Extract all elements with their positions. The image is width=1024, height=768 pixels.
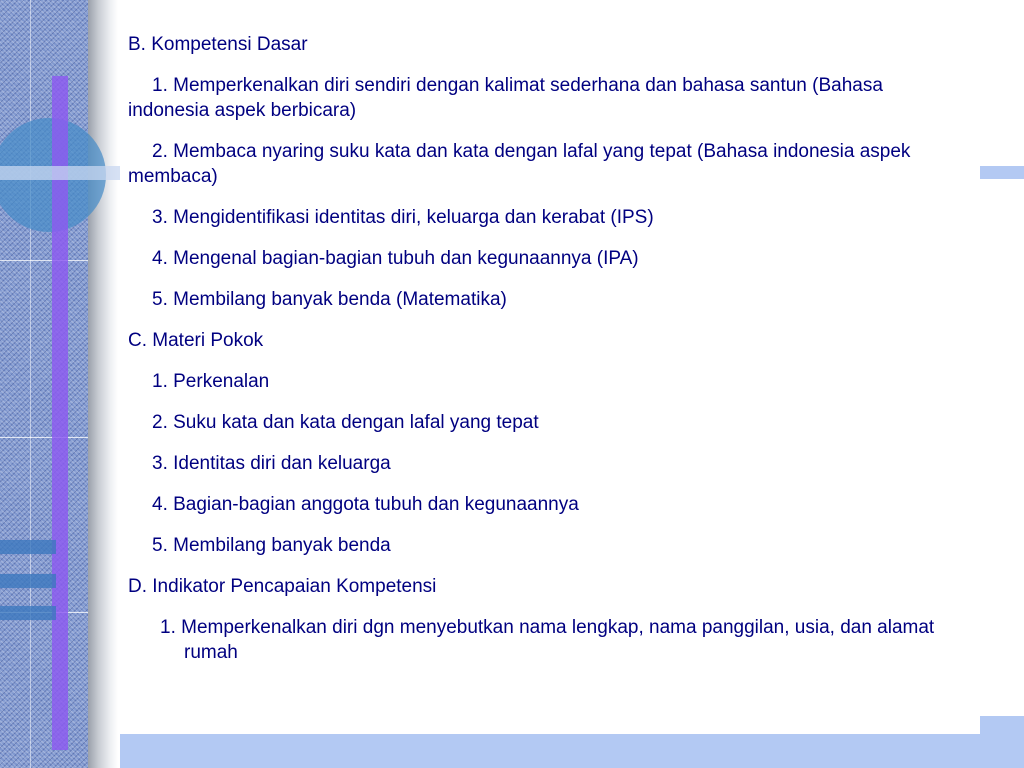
section-c-item: 5. Membilang banyak benda bbox=[152, 535, 391, 556]
slide-content bbox=[128, 32, 968, 681]
section-d-item: 1. Memperkenalkan diri dgn menyebutkan nama lengkap, nama panggilan, usia, dan alamat rumah bbox=[160, 617, 935, 663]
section-c-item: 2. Suku kata dan kata dengan lafal yang tepat bbox=[152, 412, 539, 433]
decorative-small-bar bbox=[0, 540, 56, 554]
decorative-small-bar bbox=[0, 574, 56, 588]
section-c-item: 1. Perkenalan bbox=[152, 371, 270, 392]
section-b-item: 1. Memperkenalkan diri sendiri dengan kalimat sederhana dan bahasa santun (Bahasa indonesia aspek berbicara) bbox=[128, 75, 883, 121]
section-d-heading: D. Indikator Pencapaian Kompetensi bbox=[128, 576, 437, 597]
strip-shadow bbox=[88, 0, 118, 768]
strip-vertical-line bbox=[30, 0, 31, 768]
section-b-item: 5. Membilang banyak benda (Matematika) bbox=[152, 289, 507, 310]
strip-horizontal-line bbox=[0, 260, 88, 261]
section-c-heading: C. Materi Pokok bbox=[128, 330, 264, 351]
denim-texture-strip bbox=[0, 0, 88, 768]
section-b-heading: B. Kompetensi Dasar bbox=[128, 34, 308, 55]
section-b-item: 2. Membaca nyaring suku kata dan kata dengan lafal yang tepat (Bahasa indonesia aspek membaca) bbox=[128, 141, 911, 187]
section-b-item: 3. Mengidentifikasi identitas diri, keluarga dan kerabat (IPS) bbox=[152, 207, 654, 228]
decorative-small-bar bbox=[0, 606, 56, 620]
section-b-item: 4. Mengenal bagian-bagian tubuh dan kegunaannya (IPA) bbox=[152, 248, 639, 269]
section-c-item: 4. Bagian-bagian anggota tubuh dan kegunaannya bbox=[152, 494, 579, 515]
decorative-bottom-right-block bbox=[980, 716, 1024, 768]
decorative-horizontal-band bbox=[0, 166, 120, 180]
strip-horizontal-line bbox=[0, 437, 88, 438]
section-c-item: 3. Identitas diri dan keluarga bbox=[152, 453, 391, 474]
decorative-bottom-band bbox=[120, 734, 980, 768]
decorative-right-tab bbox=[980, 166, 1024, 179]
